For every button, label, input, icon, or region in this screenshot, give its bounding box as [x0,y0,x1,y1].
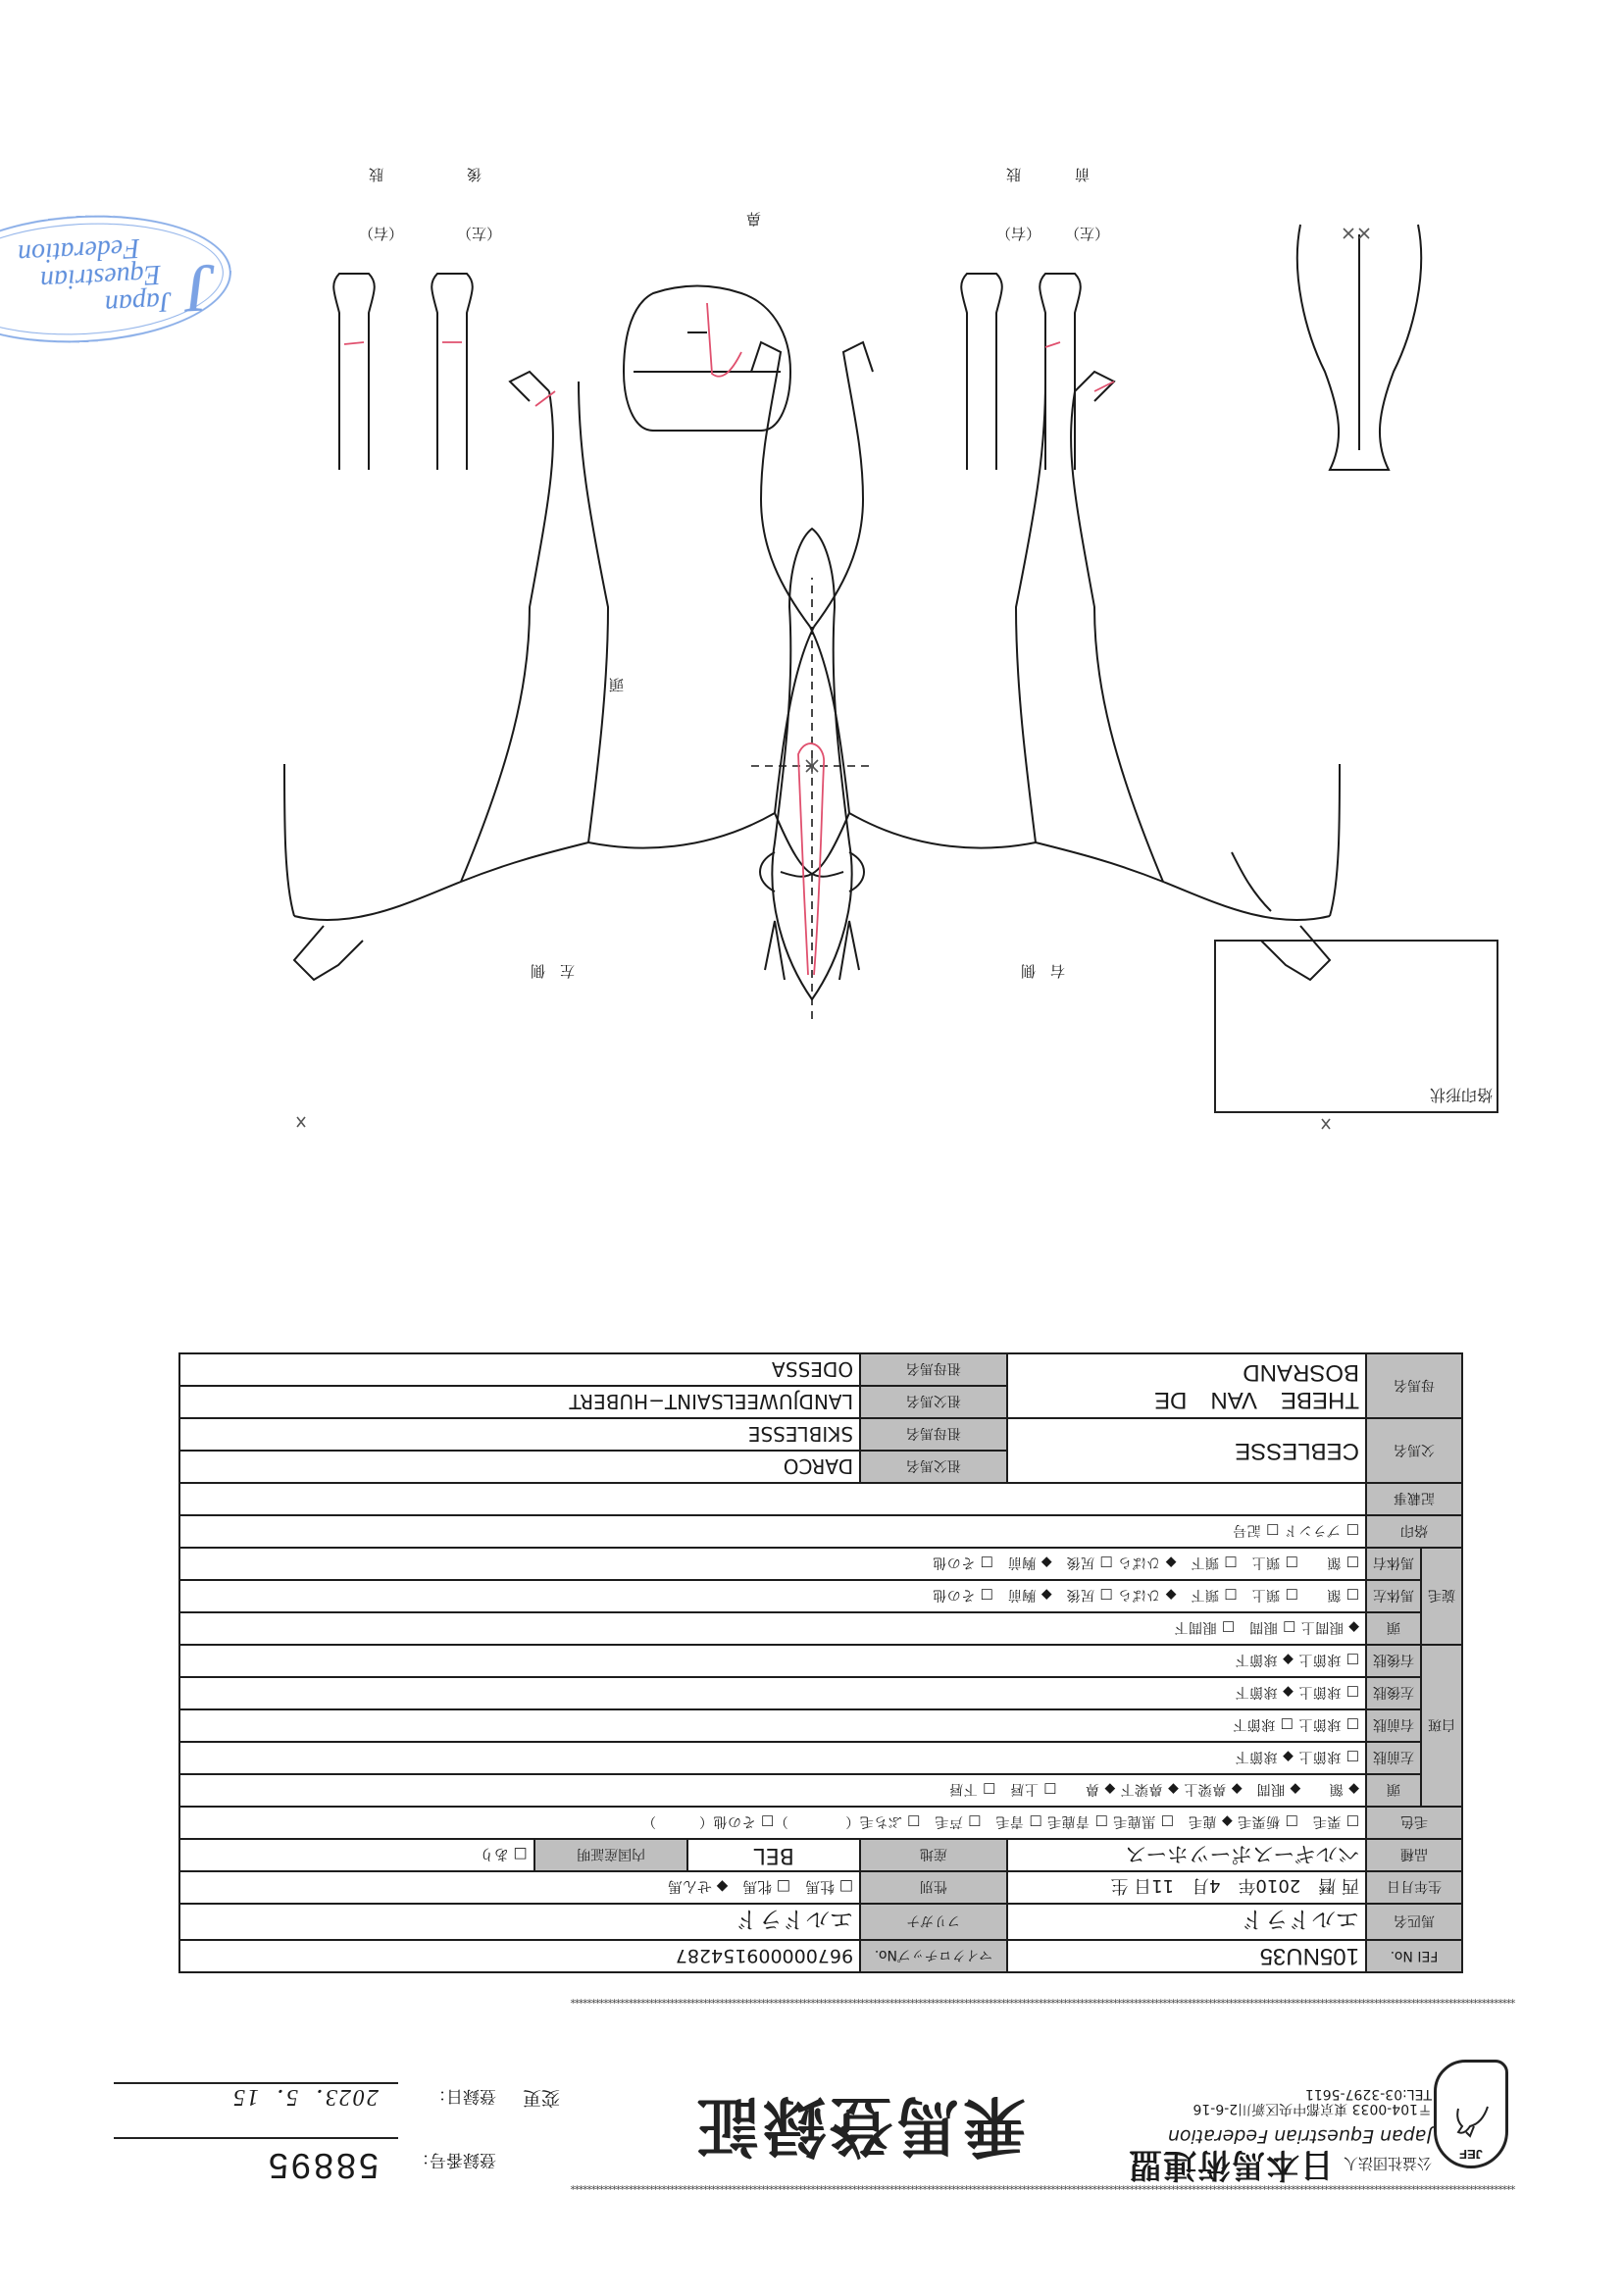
muzzle-label: 鼻 [745,210,761,228]
breed-label: 品種 [1366,1839,1462,1871]
star-divider-bottom: ************************************************************************************************************************************************************************************************************************************ [572,1993,1516,2006]
hindlimb-label-2: 肢 [368,166,383,183]
microchip-label: マイクロチップNo. [860,1940,1007,1972]
dam-label: 母馬名 [1366,1353,1462,1418]
origin-label: 産地 [860,1839,1007,1871]
sire-dam-label: 祖母馬名 [860,1418,1007,1451]
sex-options: □ 牡馬 □ 牝馬 ◆ せん馬 [179,1871,860,1904]
forelimb-label-1: 前 [1074,166,1090,183]
domestic-cert-label: 内国産証明 [534,1839,688,1871]
white-part-options: □ 球節上 ◆ 球節下 [179,1677,1366,1709]
white-marking-lines [344,303,1114,975]
stamp-line-3: Federation [17,231,141,270]
forelimb-label-2: 肢 [1005,166,1021,183]
furigana-value: エルドラド [179,1904,860,1940]
brand-options: □ ブランド □ 記号 [179,1515,1366,1548]
head-label: 頭 [608,676,624,693]
sire-dam-value: SKIBLESSE [179,1418,860,1451]
sire-sire-label: 祖父馬名 [860,1451,1007,1483]
whorl-part-label: 馬体右 [1366,1548,1421,1580]
registration-date: 2023．5．15 [231,2084,379,2110]
registration-number-label: 登録番号： [413,2150,496,2169]
whorl-part-options: ◆ 眼間上 □ 眼間 □ 眼間下 [179,1612,1366,1645]
white-part-options: □ 球節上 □ 球節下 [179,1709,1366,1742]
domestic-cert-value: □ あり [179,1839,534,1871]
hindlimb-outlines [333,274,473,470]
jef-logo: JEF [1434,2060,1508,2168]
white-part-label: 左前肢 [1366,1742,1421,1774]
white-part-label: 右後肢 [1366,1645,1421,1677]
stamp-j-glyph: J [183,248,219,327]
coat-options: □ 栗毛 □ 栃栗毛 ◆ 鹿毛 □ 黒鹿毛 □ 青鹿毛 □ 青毛 □ 芦毛 □ ぶち毛（ ）□ その他（ ） [179,1807,1366,1839]
stamp-line-2: Equestrian [39,258,162,296]
white-markings-label: 白斑 [1421,1645,1462,1807]
sex-label: 性別 [860,1871,1007,1904]
white-part-options: □ 球節上 ◆ 球節下 [179,1742,1366,1774]
sire-label: 父馬名 [1366,1418,1462,1483]
dam-value-line1: THEBE VAN DE [1154,1387,1359,1413]
whorl-part-options: □ 額 □ 頸上 □ 頸下 ◆ ひばら □ 尻後 ◆ 胸前 □ その他 [179,1580,1366,1612]
fore-left-paren: （左） [1064,225,1109,242]
left-side-horse-outline [284,342,873,980]
sire-value: CEBLESSE [1007,1418,1366,1483]
rear-view-outline [1297,225,1421,470]
dam-sire-label: 祖父馬名 [860,1386,1007,1418]
left-side-label: 左 側 [530,962,575,980]
change-mark: 変更 [522,2087,560,2109]
brand-shape-label: 烙印形状 [1429,1086,1493,1104]
whorl-part-label: 頭 [1366,1612,1421,1645]
whorl-part-options: □ 額 □ 頸上 □ 頸下 ◆ ひばら □ 尻後 ◆ 胸前 □ その他 [179,1548,1366,1580]
forelimb-outlines [961,274,1081,470]
dam-dam-label: 祖母馬名 [860,1353,1007,1386]
hindlimb-label-1: 後 [466,166,482,183]
org-name-jp: 日本馬術連盟 [1128,2145,1334,2184]
org-address: 〒104-0033 東京都中央区新川2-6-16 [1193,2101,1432,2116]
origin-value: BEL [687,1839,860,1871]
white-part-label: 左後肢 [1366,1677,1421,1709]
microchip-value: 967000009154287 [179,1940,860,1972]
white-part-options: □ 球節上 ◆ 球節下 [179,1645,1366,1677]
white-part-options: ◆ 額 ◆ 眼間 ◆ 鼻梁上 ◆ 鼻梁下 ◆ 鼻 □ 上唇 □ 下唇 [179,1774,1366,1807]
furigana-label: フリガナ [860,1904,1007,1940]
white-part-label: 頭 [1366,1774,1421,1807]
birth-value: 西 暦 2010年 4月 11日 生 [1007,1871,1366,1904]
fei-no-label: FEI No. [1366,1940,1462,1972]
star-divider-top: ************************************************************************************************************************************************************************************************************************************ [572,2179,1516,2192]
sire-sire-value: DARCO [179,1451,860,1483]
dam-sire-value: LANDJUWEELSAINT−HUBERT [179,1386,860,1418]
fore-right-paren: （右） [995,225,1040,242]
breed-value: ベルギースポーツホース [1007,1839,1366,1871]
dam-value-line2: BOSRAND [1243,1359,1359,1386]
birth-label: 生年月日 [1366,1871,1462,1904]
white-part-label: 右前肢 [1366,1709,1421,1742]
document-title: 乗馬登録証 [692,2086,1026,2164]
hind-left-paren: （左） [456,225,501,242]
brand-label: 烙印 [1366,1515,1462,1548]
fei-no-value: 105NU35 [1007,1940,1366,1972]
horse-name-label: 馬匹名 [1366,1904,1462,1940]
notes-label: 記載事 [1366,1483,1462,1515]
whorl-label: 旋毛 [1421,1548,1462,1645]
registration-date-label: 登録日： [430,2086,496,2106]
whorl-part-label: 馬体左 [1366,1580,1421,1612]
coat-label: 毛色 [1366,1807,1462,1839]
right-side-label: 右 側 [1020,962,1065,980]
org-tel: TEL:03-3297-5611 [1304,2086,1432,2102]
hind-right-paren: （右） [358,225,403,242]
registration-number: 58895 [265,2146,379,2186]
stamp-line-1: Japan [104,285,174,320]
org-name-en: Japan Equestrian Federation [1167,2125,1432,2147]
dam-dam-value: ODESSA [179,1353,860,1386]
horse-name-value: エルドラド [1007,1904,1366,1940]
org-prefix: 公益社団法人 [1343,2155,1432,2172]
